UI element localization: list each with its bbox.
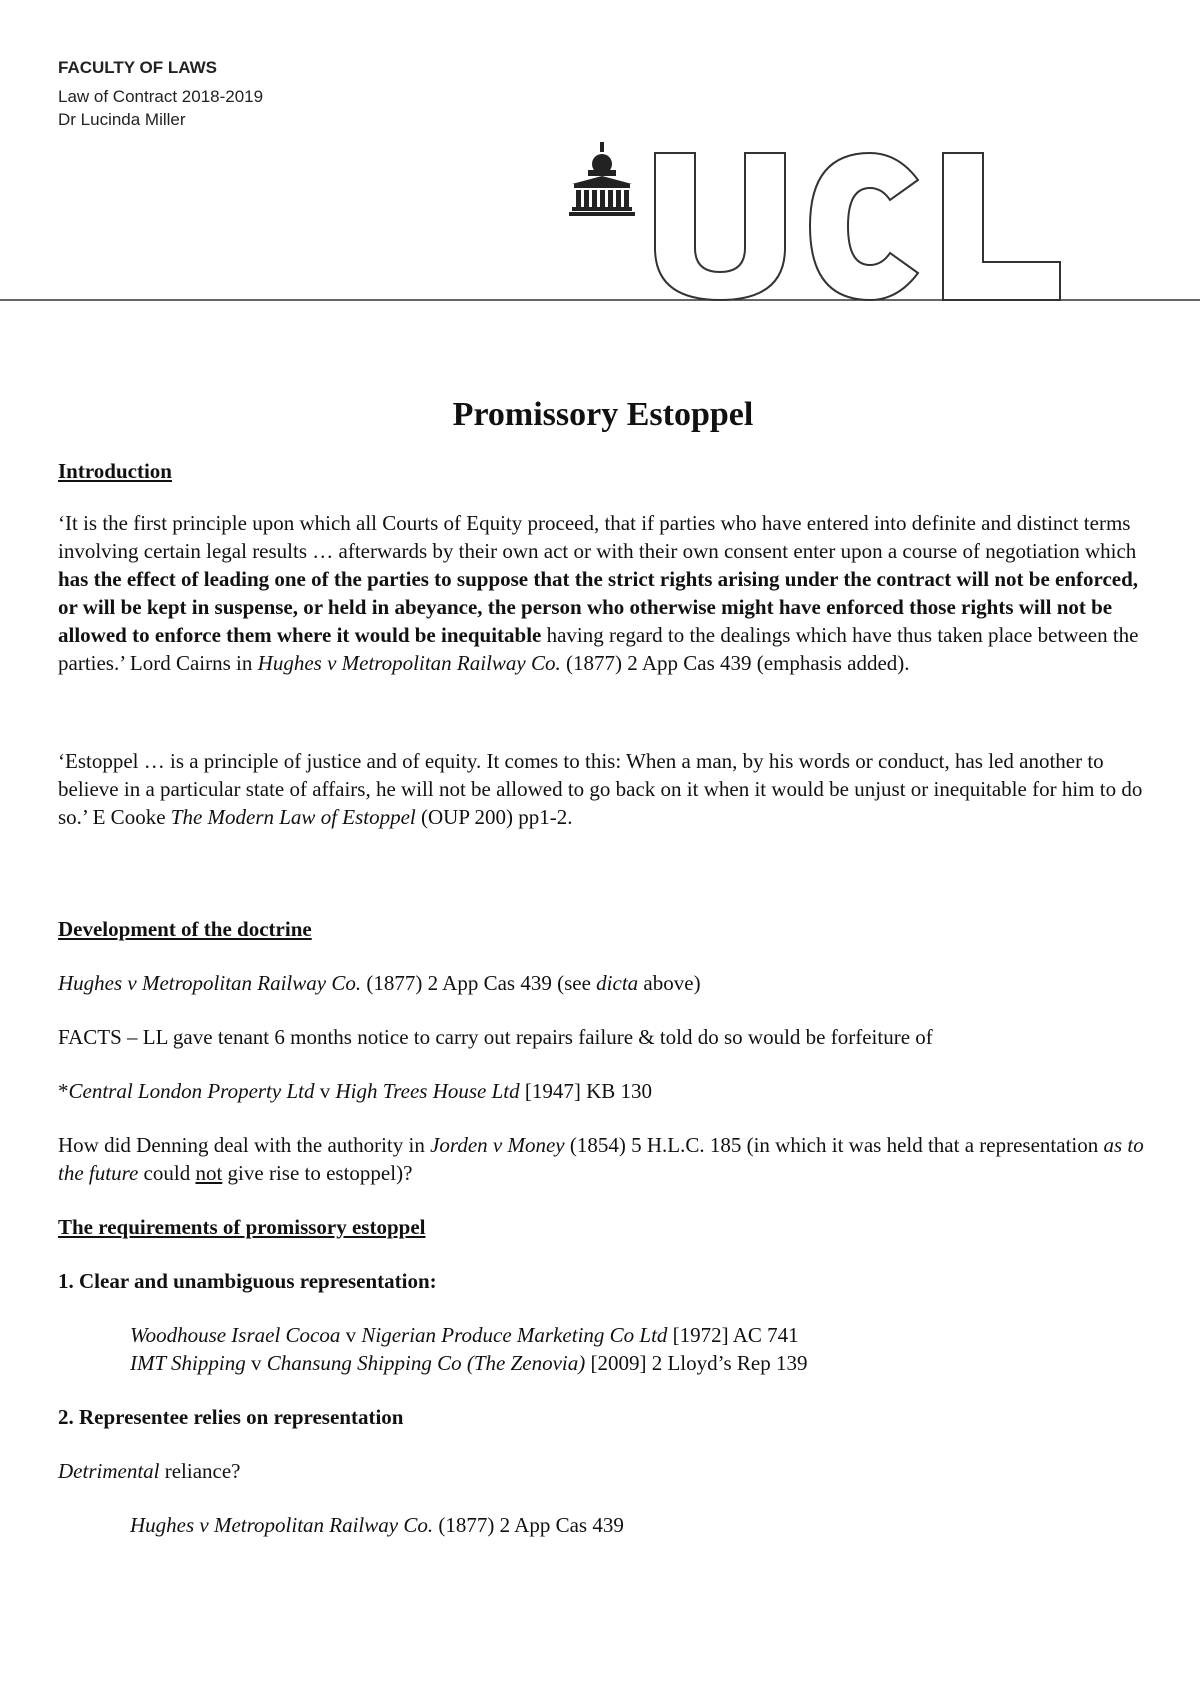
- question-jorden: How did Denning deal with the authority in Jorden v Money (1854) 5 H.L.C. 185 (in which it was held that a representation as to the future could not give rise to estoppel)?: [58, 1133, 1144, 1185]
- logo-letter-u: [655, 153, 785, 300]
- case-hughes-reliance: Hughes v Metropolitan Railway Co. (1877) 2 App Cas 439: [130, 1513, 624, 1537]
- case-zenovia: IMT Shipping v Chansung Shipping Co (The Zenovia) [2009] 2 Lloyd’s Rep 139: [130, 1351, 808, 1375]
- document-body: [58, 395, 1148, 1565]
- case-woodhouse: Woodhouse Israel Cocoa v Nigerian Produce Marketing Co Ltd [1972] AC 741: [130, 1323, 799, 1347]
- page-title: Promissory Estoppel: [452, 396, 754, 433]
- requirement-1: 1. Clear and unambiguous representation:: [58, 1269, 437, 1293]
- section-heading-introduction: Introduction: [58, 459, 172, 483]
- quote-hughes: ‘It is the first principle upon which all Courts of Equity proceed, that if parties who have entered into definite and distinct terms involving certain legal results … afterwards by their own act or with their own consent enter upon a course of negotiation which has the effect of leading one of the parties to suppose that the strict rights arising under the contract will not be enforced, or will be kept in suspense, or held in abeyance, the person who otherwise might have enforced those rights will not be allowed to enforce them where it would be inequitable having regard to the dealings which have thus taken place between the parties.’ Lord Cairns in Hughes v Metropolitan Railway Co. (1877) 2 App Cas 439 (emphasis added).: [58, 511, 1139, 675]
- ucl-logo: [0, 140, 1200, 310]
- portico-icon: [569, 142, 635, 216]
- detrimental-reliance: Detrimental reliance?: [58, 1459, 241, 1483]
- facts-note: FACTS – LL gave tenant 6 months notice to carry out repairs failure & told do so would be forfeiture of: [58, 1025, 933, 1049]
- section-heading-development: Development of the doctrine: [58, 917, 312, 941]
- logo-letter-l: [943, 153, 1060, 300]
- section-heading-requirements: The requirements of promissory estoppel: [58, 1215, 426, 1239]
- case-hughes: Hughes v Metropolitan Railway Co. (1877) 2 App Cas 439 (see dicta above): [58, 971, 701, 995]
- quote-cooke: ‘Estoppel … is a principle of justice and of equity. It comes to this: When a man, by his words or conduct, has led another to believe in a particular state of affairs, he will not be allowed to go back on it when it would be unjust or inequitable for him to do so.’ E Cooke The Modern Law of Estoppel (OUP 200) pp1-2.: [58, 749, 1143, 829]
- course-name: Law of Contract 2018-2019: [58, 87, 264, 106]
- logo-letter-c: [810, 153, 918, 300]
- lecturer-name: Dr Lucinda Miller: [58, 110, 186, 129]
- case-high-trees: *Central London Property Ltd v High Trees House Ltd [1947] KB 130: [58, 1079, 653, 1103]
- faculty-name: FACULTY OF LAWS: [58, 58, 217, 77]
- requirement-2: 2. Representee relies on representation: [58, 1405, 404, 1429]
- document-header: [58, 56, 263, 131]
